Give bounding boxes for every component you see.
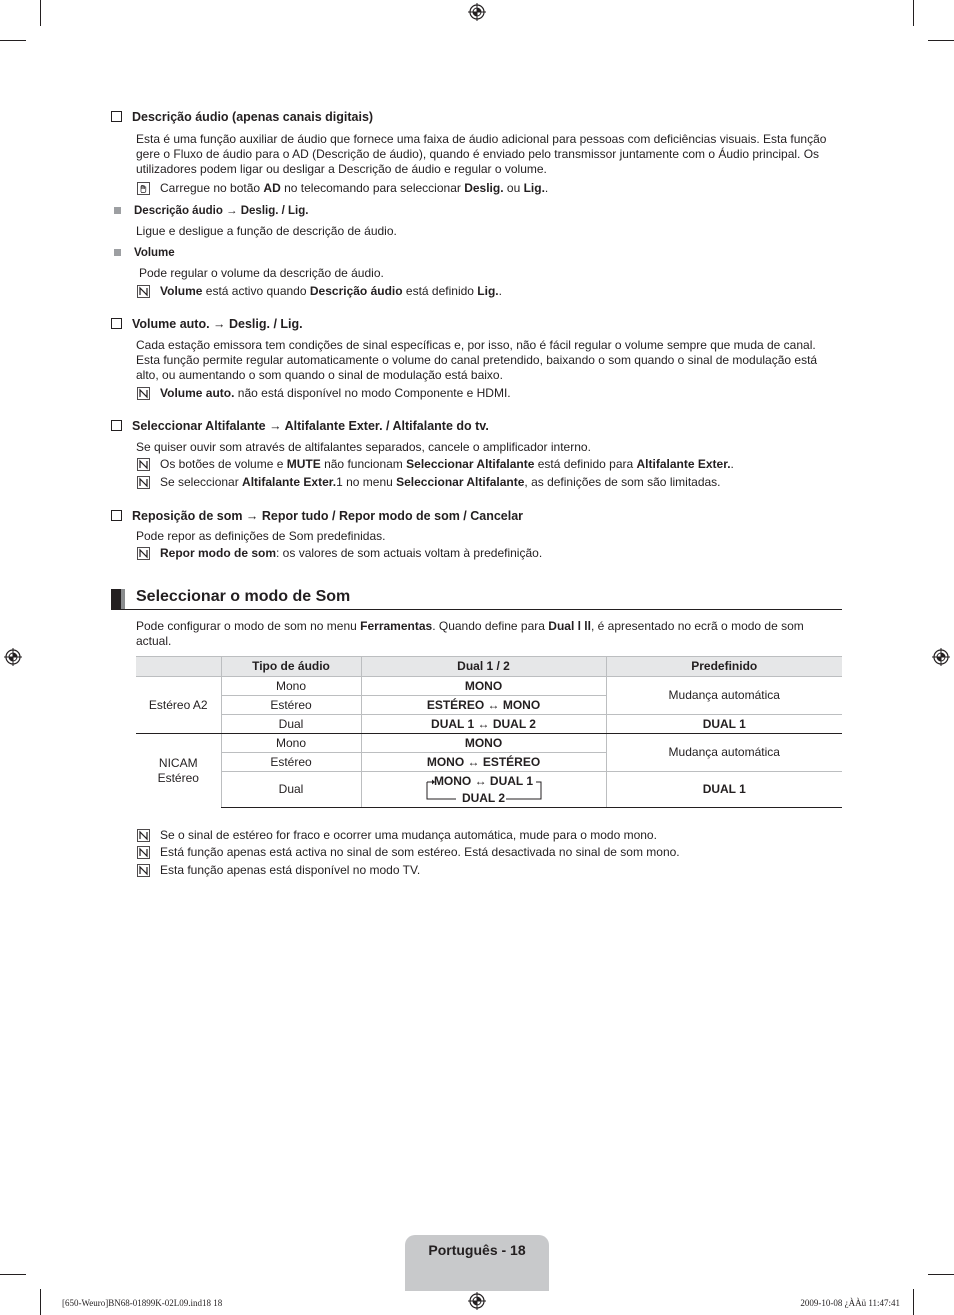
hand-pointer-icon xyxy=(137,182,150,195)
print-slug-left: [650-Weuro]BN68-01899K-02L09.ind18 18 xyxy=(62,1298,223,1308)
sub-heading-audio-description-toggle xyxy=(114,204,308,219)
table-row xyxy=(136,772,842,808)
dual-cell: ESTÉREO ↔ MONO xyxy=(361,696,606,715)
note-bold: Altifalante Exter. xyxy=(242,475,337,489)
note-text: Está função apenas está activa no sinal de som estéreo. Está desactivada no sinal de som mono. xyxy=(160,845,680,859)
note-text: não está disponível no modo Componente e HDMI. xyxy=(234,386,511,400)
sub-heading-text: Descrição áudio → Deslig. / Lig. xyxy=(134,205,309,217)
paragraph: Esta é uma função auxiliar de áudio que fornece uma faixa de áudio adicional para pessoas com deficiências visuais. Esta função gere o Fluxo de áudio para o AD (Descrição de áudio), quando é enviado pelo transmissor juntamente com o Áudio principal. Os utilizadores podem ligar ou desligar a Descrição de áudio e regular o volume. xyxy=(136,132,827,176)
note-text: está definido para xyxy=(534,457,637,471)
note-bold: Volume xyxy=(160,284,203,298)
registration-mark-icon xyxy=(468,1292,486,1310)
note-icon xyxy=(137,829,150,842)
note-bold: Altifalante Exter. xyxy=(636,457,731,471)
note-text: : os valores de som actuais voltam à predefinição. xyxy=(276,546,543,560)
intro-text: , é apresentado no ecrã o modo de som actual. xyxy=(136,619,804,648)
paragraph: Cada estação emissora tem condições de sinal específicas e, por isso, não é fácil regular o volume sempre que muda de canal. Esta função permite regular automaticamente o volume do canal pretendido, baixando o som quando o sinal de modulação está alto, ou aumentando o som quando o sinal de modulação está baixo. xyxy=(136,338,818,382)
audio-type-cell: Dual xyxy=(221,715,361,734)
crop-mark xyxy=(913,1289,914,1315)
table-row xyxy=(136,677,842,696)
note-text: . xyxy=(544,181,549,195)
default-cell: Mudança automática xyxy=(606,734,842,772)
default-cell: DUAL 1 xyxy=(606,772,842,808)
group-label-line: NICAM xyxy=(158,755,198,770)
cycle-diagram xyxy=(424,773,544,807)
crop-mark xyxy=(0,40,26,41)
paragraph xyxy=(136,619,842,649)
note xyxy=(136,546,842,561)
title-marker-shade xyxy=(121,589,125,609)
heading-text: Seleccionar Altifalante → Altifalante Exter. / Altifalante do tv. xyxy=(132,419,489,433)
sound-mode-table xyxy=(136,656,842,808)
note-bold: Repor modo de som xyxy=(160,546,277,560)
note-text: Os botões de volume e xyxy=(160,457,287,471)
registration-mark-icon xyxy=(932,648,950,666)
registration-mark-icon xyxy=(468,3,486,21)
registration-mark-icon xyxy=(4,648,22,666)
section-title-bar xyxy=(111,588,842,610)
default-cell: Mudança automática xyxy=(606,677,842,715)
crop-mark xyxy=(0,1274,26,1275)
checkbox-bullet-icon xyxy=(111,111,122,122)
note xyxy=(136,475,842,490)
note-text: no telecomando para seleccionar xyxy=(280,181,465,195)
checkbox-bullet-icon xyxy=(111,318,122,329)
table-row xyxy=(136,734,842,753)
note-text: , as definições de som são limitadas. xyxy=(524,475,721,489)
title-marker xyxy=(111,589,121,609)
paragraph: Se quiser ouvir som através de altifalantes separados, cancele o amplificador interno. xyxy=(136,440,591,454)
note-text: está activo quando xyxy=(202,284,310,298)
note-icon xyxy=(137,476,150,489)
note xyxy=(136,828,842,843)
crop-mark xyxy=(40,0,41,26)
checkbox-bullet-icon xyxy=(111,420,122,431)
dual-cycle-cell xyxy=(361,772,606,808)
square-bullet-icon xyxy=(114,249,121,256)
dual-cell: DUAL 1 ↔ DUAL 2 xyxy=(361,715,606,734)
heading-text: Volume auto. → Deslig. / Lig. xyxy=(132,317,303,331)
note-bold: AD xyxy=(263,181,281,195)
note-icon xyxy=(137,387,150,400)
paragraph: Ligue e desligue a função de descrição de áudio. xyxy=(136,224,397,238)
note-icon xyxy=(137,547,150,560)
section-heading-speaker-select xyxy=(111,419,489,434)
paragraph: Pode regular o volume da descrição de áudio. xyxy=(139,266,384,280)
note-text: . xyxy=(730,457,734,471)
note-bold: Seleccionar Altifalante xyxy=(396,475,525,489)
section-heading-audio-description xyxy=(111,110,373,125)
checkbox-bullet-icon xyxy=(111,510,122,521)
section-heading-sound-reset xyxy=(111,509,523,524)
intro-text: . Quando define para xyxy=(432,619,549,633)
crop-mark xyxy=(928,40,954,41)
note-bold: Volume auto. xyxy=(160,386,235,400)
note-icon xyxy=(137,458,150,471)
intro-bold: Ferramentas xyxy=(360,619,433,633)
cycle-line-2: DUAL 2 xyxy=(461,790,506,805)
crop-mark xyxy=(40,1289,41,1315)
note-bold: Lig. xyxy=(477,284,499,298)
sub-heading-text: Volume xyxy=(134,247,175,259)
dual-cell: MONO ↔ ESTÉREO xyxy=(361,753,606,772)
note-bold: MUTE xyxy=(286,457,321,471)
note-icon xyxy=(137,285,150,298)
note-bold: Lig. xyxy=(523,181,545,195)
note-icon xyxy=(137,864,150,877)
section-title: Seleccionar o modo de Som xyxy=(136,588,351,605)
dual-cell: MONO xyxy=(361,734,606,753)
note-icon xyxy=(137,846,150,859)
page-number-tab xyxy=(405,1235,549,1291)
table-header: Dual 1 / 2 xyxy=(361,657,606,677)
table-header-row xyxy=(136,657,842,677)
crop-mark xyxy=(928,1274,954,1275)
note xyxy=(136,386,842,401)
square-bullet-icon xyxy=(114,207,121,214)
note-bold: Deslig. xyxy=(464,181,504,195)
note-bold: Descrição áudio xyxy=(309,284,403,298)
crop-mark xyxy=(913,0,914,26)
dual-cell: MONO xyxy=(361,677,606,696)
table-row xyxy=(136,715,842,734)
note-text: . xyxy=(498,284,502,298)
sub-heading-volume xyxy=(114,246,175,261)
note-bold: Seleccionar Altifalante xyxy=(406,457,535,471)
audio-type-cell: Mono xyxy=(221,677,361,696)
audio-type-cell: Estéreo xyxy=(221,753,361,772)
intro-bold: Dual l ll xyxy=(548,619,591,633)
audio-type-cell: Dual xyxy=(221,772,361,808)
note-text: Se o sinal de estéreo for fraco e ocorrer uma mudança automática, mude para o modo mono. xyxy=(160,828,657,842)
group-label: Estéreo A2 xyxy=(136,677,221,734)
note-text: Carregue no botão xyxy=(160,181,264,195)
note-text: Se seleccionar xyxy=(160,475,243,489)
intro-text: Pode configurar o modo de som no menu xyxy=(136,619,361,633)
section-heading-auto-volume xyxy=(111,317,303,332)
note xyxy=(136,863,842,878)
note-text: está definido xyxy=(402,284,478,298)
heading-text: Descrição áudio (apenas canais digitais) xyxy=(132,110,374,124)
table-header xyxy=(136,657,221,677)
group-label-line: Estéreo xyxy=(157,770,199,785)
note-with-hand-icon xyxy=(136,181,842,196)
note-text: Esta função apenas está disponível no modo TV. xyxy=(160,863,421,877)
note xyxy=(136,284,842,299)
paragraph: Pode repor as definições de Som predefinidas. xyxy=(136,529,386,543)
table-header: Predefinido xyxy=(606,657,842,677)
heading-text: Reposição de som → Repor tudo / Repor modo de som / Cancelar xyxy=(132,509,524,523)
audio-type-cell: Mono xyxy=(221,734,361,753)
table-header: Tipo de áudio xyxy=(221,657,361,677)
cycle-line-1: MONO ↔ DUAL 1 xyxy=(433,773,534,788)
print-slug-right: 2009-10-08 ¿ÀÀü 11:47:41 xyxy=(800,1298,900,1308)
group-label xyxy=(136,734,221,808)
note xyxy=(136,457,842,472)
note-text: 1 no menu xyxy=(336,475,397,489)
note-text: não funcionam xyxy=(320,457,407,471)
note xyxy=(136,845,842,860)
audio-type-cell: Estéreo xyxy=(221,696,361,715)
page-number: Português - 18 xyxy=(428,1242,526,1258)
default-cell: DUAL 1 xyxy=(606,715,842,734)
note-text: ou xyxy=(503,181,524,195)
